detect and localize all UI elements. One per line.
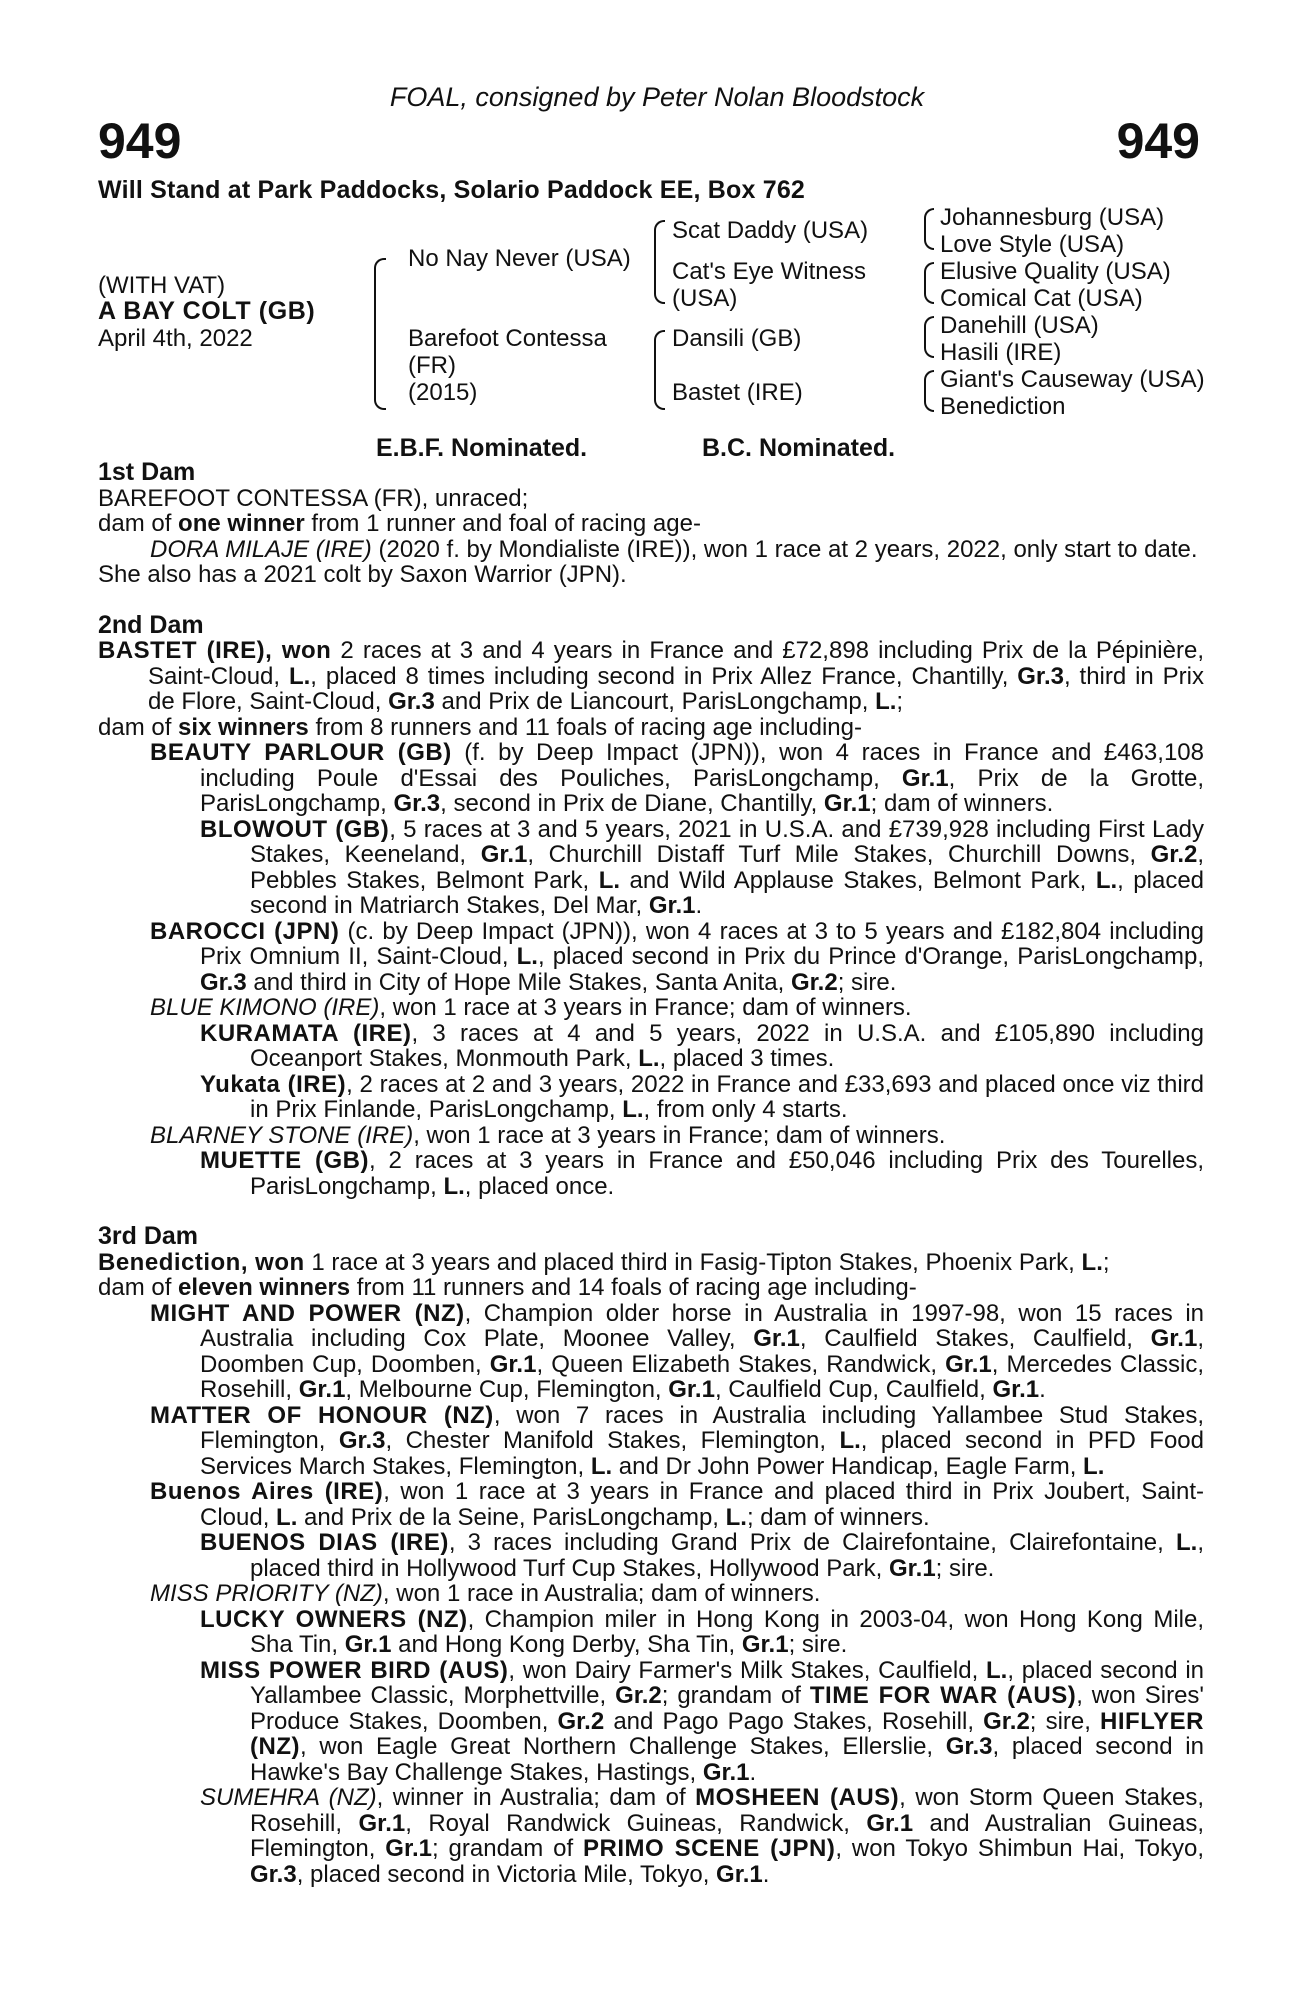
brace-g3 (924, 316, 934, 358)
dam-line1: Barefoot Contessa (408, 325, 607, 352)
first-dam-heading: 1st Dam (98, 458, 196, 486)
entry-blue-kimono: BLUE KIMONO (IRE), won 1 race at 3 years in France; dam of winners. (150, 994, 912, 1021)
brace-g2 (924, 262, 934, 304)
second-dam-record: BASTET (IRE), won 2 races at 3 and 4 years in France and £72,898 including Prix de la Pépinière, Saint-Cloud, L., placed 8 times including second in Prix Allez France, Chantilly, Gr.3, third in Prix de Flore, Saint-Cloud, Gr.3 and Prix de Liancourt, ParisLongchamp, L.; (98, 637, 1204, 715)
brace-sire-parents (654, 220, 665, 304)
entry-dora-milaje: DORA MILAJE (IRE) (2020 f. by Mondialiste (IRE)), won 1 race at 2 years, 2022, only start to date. (150, 535, 1198, 563)
entry-buenos-dias: BUENOS DIAS (IRE), 3 races including Grand Prix de Clairefontaine, Clairefontaine, L., placed third in Hollywood Turf Cup Stakes, Hollywood Park, Gr.1; sire. (200, 1529, 1204, 1582)
entry-miss-priority: MISS PRIORITY (NZ), won 1 race in Australia; dam of winners. (150, 1580, 821, 1607)
entry-buenos-aires: Buenos Aires (IRE), won 1 race at 3 years in France and placed third in Prix Joubert, Saint-Cloud, L. and Prix de la Seine, ParisLongchamp, L.; dam of winners. (150, 1478, 1204, 1531)
first-dam-section (98, 460, 1204, 588)
entry-beauty-parlour: BEAUTY PARLOUR (GB) (f. by Deep Impact (JPN)), won 4 races in France and £463,108 including Poule d'Essai des Pouliches, ParisLongchamp, Gr.1, Prix de la Grotte, ParisLongchamp, Gr.3, second in Prix de Diane, Chantilly, Gr.1; dam of winners. (150, 739, 1204, 817)
brace-g1 (924, 208, 934, 250)
entry-miss-power-bird: MISS POWER BIRD (AUS), won Dairy Farmer's Milk Stakes, Caulfield, L., placed second in Yallambee Classic, Morphettville, Gr.2; grandam of TIME FOR WAR (AUS), won Sires' Produce Stakes, Doomben, Gr.2 and Pago Pago Stakes, Rosehill, Gr.2; sire, HIFLYER (NZ), won Eagle Great Northern Challenge Stakes, Ellerslie, Gr.3, placed second in Hawke's Bay Challenge Stakes, Hastings, Gr.1. (200, 1656, 1205, 1786)
dss: Danehill (USA) (940, 312, 1099, 339)
dam-dam: Bastet (IRE) (672, 379, 803, 406)
catalogue-body (98, 460, 1204, 1887)
first-dam-also: She also has a 2021 colt by Saxon Warrior (JPN). (98, 561, 627, 588)
ssd: Love Style (USA) (940, 231, 1125, 258)
entry-barocci: BAROCCI (JPN) (c. by Deep Impact (JPN)), won 4 races at 3 to 5 years and £182,804 including Prix Omnium II, Saint-Cloud, L., placed second in Prix du Prince d'Orange, ParisLongchamp, Gr.3 and third in City of Hope Mile Stakes, Santa Anita, Gr.2; sire. (150, 917, 1204, 996)
dds: Giant's Causeway (USA) (940, 366, 1205, 393)
entry-matter-of-honour: MATTER OF HONOUR (NZ), won 7 races in Australia including Yallambee Stud Stakes, Flemington, Gr.3, Chester Manifold Stakes, Flemington, L., placed second in PFD Food Services March Stakes, Flemington, L. and Dr John Power Handicap, Eagle Farm, L. (150, 1401, 1204, 1480)
dam-line2: (FR) (408, 352, 456, 379)
brace-g4 (924, 370, 934, 412)
sds: Elusive Quality (USA) (940, 258, 1171, 285)
dsd: Hasili (IRE) (940, 339, 1062, 366)
brace-sire-dam (374, 258, 386, 410)
entry-blarney-stone: BLARNEY STONE (IRE), won 1 race at 3 years in France; dam of winners. (150, 1121, 946, 1149)
sire-dam-line2: (USA) (672, 285, 738, 312)
dam-sire: Dansili (GB) (672, 325, 802, 352)
sss: Johannesburg (USA) (940, 204, 1165, 231)
first-dam-produce-summary: dam of one winner from 1 runner and foal of racing age- (98, 510, 701, 537)
sdd: Comical Cat (USA) (940, 285, 1143, 312)
ddd: Benediction (940, 393, 1066, 420)
foaling-date: April 4th, 2022 (98, 325, 253, 352)
stand-location: Will Stand at Park Paddocks, Solario Paddock EE, Box 762 (98, 176, 806, 204)
consignment-line: FOAL, consigned by Peter Nolan Bloodstock (389, 82, 925, 112)
ebf-nomination: E.B.F. Nominated. (376, 434, 588, 462)
sire-dam-line1: Cat's Eye Witness (672, 258, 866, 285)
second-dam-produce-summary: dam of six winners from 8 runners and 11 foals of racing age including- (98, 713, 862, 741)
third-dam-heading: 3rd Dam (98, 1222, 199, 1250)
lot-number-left: 949 (98, 113, 182, 169)
brace-dam-parents (654, 330, 665, 410)
vat-note: (WITH VAT) (98, 272, 226, 299)
entry-lucky-owners: LUCKY OWNERS (NZ), Champion miler in Hong Kong in 2003-04, won Hong Kong Mile, Sha Tin, Gr.1 and Hong Kong Derby, Sha Tin, Gr.1; sire. (200, 1605, 1205, 1658)
third-dam-produce-summary: dam of eleven winners from 11 runners and 14 foals of racing age including- (98, 1274, 917, 1301)
first-dam-line: BAREFOOT CONTESSA (FR), unraced; (98, 484, 529, 512)
lot-number-right: 949 (1116, 113, 1200, 169)
bc-nomination: B.C. Nominated. (702, 434, 896, 462)
sire-sire: Scat Daddy (USA) (672, 217, 869, 244)
entry-muette: MUETTE (GB), 2 races at 3 years in France and £50,046 including Prix des Tourelles, ParisLongchamp, L., placed once. (200, 1147, 1205, 1200)
entry-kuramata: KURAMATA (IRE), 3 races at 4 and 5 years, 2022 in U.S.A. and £105,890 including Oceanport Stakes, Monmouth Park, L., placed 3 times. (200, 1019, 1204, 1072)
entry-might-and-power: MIGHT AND POWER (NZ), Champion older horse in Australia in 1997-98, won 15 races in Australia including Cox Plate, Moonee Valley, Gr.1, Caulfield Stakes, Caulfield, Gr.1, Doomben Cup, Doomben, Gr.1, Queen Elizabeth Stakes, Randwick, Gr.1, Mercedes Classic, Rosehill, Gr.1, Melbourne Cup, Flemington, Gr.1, Caulfield Cup, Caulfield, Gr.1. (150, 1299, 1205, 1403)
third-dam-section (98, 1224, 1204, 1887)
sire: No Nay Never (USA) (408, 245, 631, 272)
entry-sumehra: SUMEHRA (NZ), winner in Australia; dam of MOSHEEN (AUS), won Storm Queen Stakes, Rosehill, Gr.1, Royal Randwick Guineas, Randwick, Gr.1 and Australian Guineas, Flemington, Gr.1; grandam of PRIMO SCENE (JPN), won Tokyo Shimbun Hai, Tokyo, Gr.3, placed second in Victoria Mile, Tokyo, Gr.1. (200, 1784, 1204, 1888)
second-dam-section (98, 610, 1205, 1200)
second-dam-heading: 2nd Dam (98, 610, 204, 639)
horse-name: A BAY COLT (GB) (98, 297, 316, 325)
dam-line3: (2015) (408, 379, 478, 406)
entry-yukata: Yukata (IRE), 2 races at 2 and 3 years, 2022 in France and £33,693 and placed once viz third in Prix Finlande, ParisLongchamp, L., from only 4 starts. (200, 1070, 1204, 1123)
third-dam-record: Benediction, won 1 race at 3 years and placed third in Fasig-Tipton Stakes, Phoenix Park, L.; (98, 1248, 1110, 1276)
entry-blowout: BLOWOUT (GB), 5 races at 3 and 5 years, 2021 in U.S.A. and £739,928 including First Lady Stakes, Keeneland, Gr.1, Churchill Distaff Turf Mile Stakes, Churchill Downs, Gr.2, Pebbles Stakes, Belmont Park, L. and Wild Applause Stakes, Belmont Park, L., placed second in Matriarch Stakes, Del Mar, Gr.1. (200, 815, 1205, 919)
